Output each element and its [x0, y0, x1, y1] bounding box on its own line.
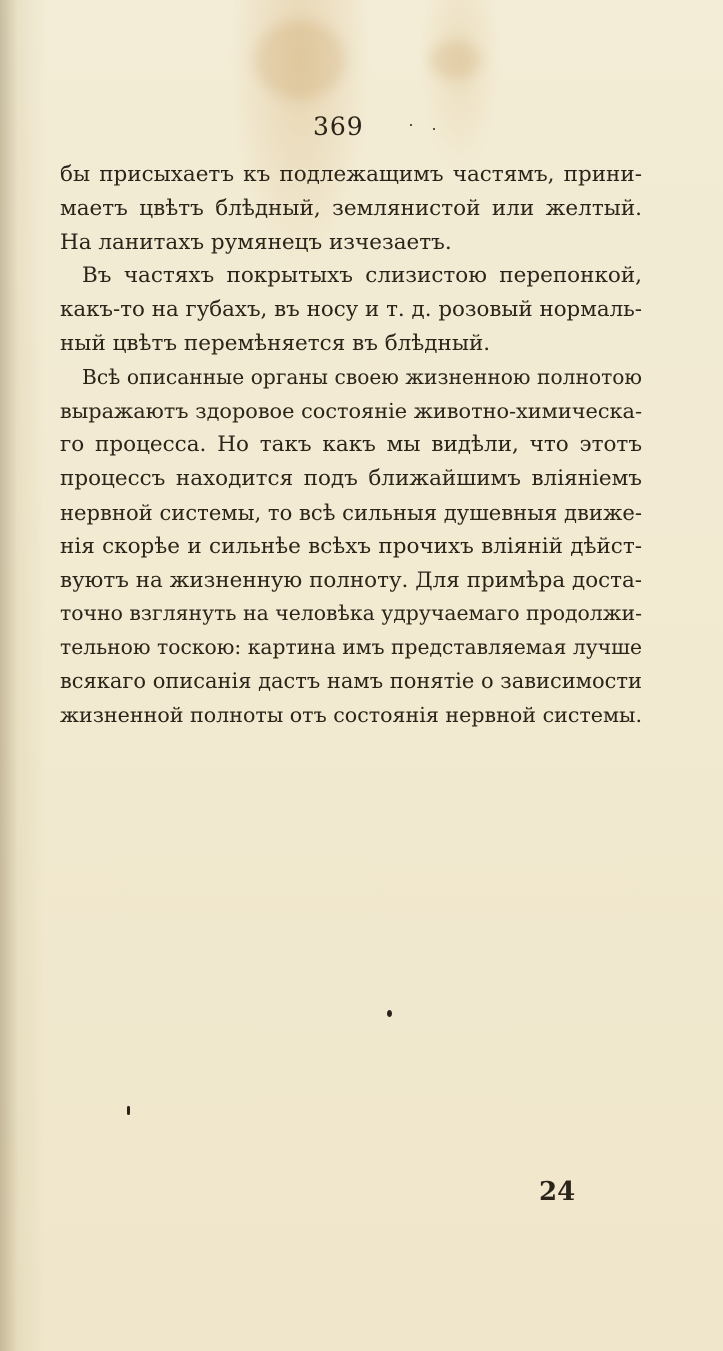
signature-mark: 24 [539, 1177, 576, 1207]
text-line: процессъ находится подъ ближайшимъ влiянiемъ [60, 466, 642, 492]
paragraph-3 [60, 361, 642, 733]
text-line: вуютъ на жизненную полноту. Для примѣра доста- [60, 567, 642, 593]
body-text [60, 158, 642, 733]
ink-speck [410, 124, 412, 126]
text-line: всякаго описанiя дастъ намъ понятie о зависимости [60, 668, 642, 693]
text-line: какъ-то на губахъ, въ носу и т. д. розовый нормаль- [60, 297, 642, 323]
text-line: точно взглянуть на человѣка удручаемаго продолжи- [60, 601, 642, 626]
text-line: маетъ цвѣтъ блѣдный, землянистой или желтый. [60, 195, 642, 221]
text-line: выражаютъ здоровое состоянie животно-химическа- [60, 398, 642, 423]
paper-stain [255, 20, 345, 100]
paper-stain [430, 40, 480, 80]
text-line: го процесса. Но такъ какъ мы видѣли, что этотъ [60, 432, 642, 458]
text-line: На ланитахъ румянецъ изчезаетъ. [60, 229, 452, 255]
ink-speck [127, 1106, 130, 1115]
text-line: нервной системы, то всѣ сильныя душевныя движе- [60, 499, 642, 525]
paragraph-2 [60, 259, 642, 360]
text-line: бы присыхаетъ къ подлежащимъ частямъ, прини- [60, 162, 642, 187]
text-line: тельною тоскою: картина имъ представляемая лучше [60, 635, 642, 660]
text-line: Въ частяхъ покрытыхъ слизистою перепонкой, [82, 263, 642, 289]
ink-speck [387, 1010, 392, 1017]
text-line: Всѣ описанные органы своею жизненною полнотою [82, 364, 642, 389]
paragraph-1 [60, 158, 642, 259]
ink-speck [433, 128, 435, 130]
text-line: ный цвѣтъ перемѣняется въ блѣдный. [60, 330, 491, 356]
text-line: нiя скорѣе и сильнѣе всѣхъ прочихъ влiянiй дѣйст- [60, 533, 642, 559]
text-line: жизненной полноты отъ состоянiя нервной системы. [60, 702, 642, 727]
page-number: 369 [313, 112, 364, 141]
